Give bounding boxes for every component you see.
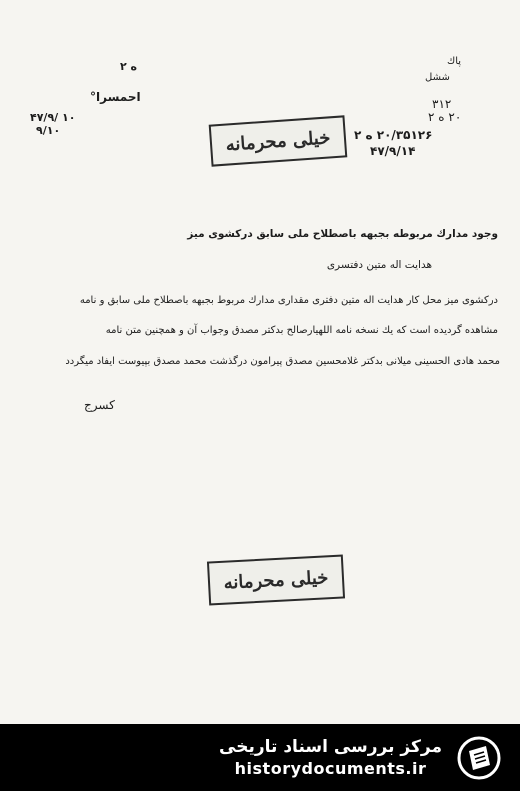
footer-title: مرکز بررسی اسناد تاریخی (219, 737, 442, 757)
header-left-label: ه ۲ (120, 60, 138, 73)
document-number: ۲۰/۳۵۱۲۶ ه ۲ (354, 128, 433, 142)
header-handwritten-ref-2: ۲۰ ه ۲ (428, 110, 462, 124)
subject-line-1: وجود مدارك مربوطه بجبهه باصطلاح ملی سابق درکشوی میز (187, 228, 498, 240)
body-line-2: مشاهده گردیده است که یك نسخه نامه اللهیارصالح بدکتر مصدق وجواب آن و همچنین متن نامه (105, 325, 498, 336)
body-line-3: محمد هادی الحسینی میلانی بدکتر غلامحسین مصدق پیرامون درگذشت محمد مصدق بپیوست ایفاد میگردد (65, 356, 500, 367)
header-left-date-1: ۴۷/۹/ ۱۰ (30, 111, 76, 124)
header-right-label-1: پاك (447, 56, 462, 67)
archive-logo-icon (456, 735, 502, 781)
header-left-reference: احمسرا° (90, 90, 141, 104)
header-right-label-2: ششل (425, 72, 450, 83)
header-left-date-2: ۹/۱۰ (36, 124, 61, 137)
subject-line-2: هدایت اله متین دفتسری (326, 259, 432, 271)
confidential-stamp-bottom: خیلی محرمانه (207, 554, 345, 605)
archive-footer (0, 724, 520, 791)
body-line-1: درکشوی میز محل کار هدایت اله متین دفتری مقداری مدارك مربوط بجبهه باصطلاح ملی سابق و نامه (79, 295, 498, 306)
footer-url[interactable]: historydocuments.ir (234, 759, 427, 778)
document-date: ۴۷/۹/۱۴ (370, 144, 416, 158)
confidential-stamp-top: خیلی محرمانه (209, 115, 348, 166)
signature: کسرج (84, 398, 115, 412)
footer-text (219, 737, 442, 778)
header-handwritten-ref-1: ۳۱۲ (432, 97, 452, 111)
